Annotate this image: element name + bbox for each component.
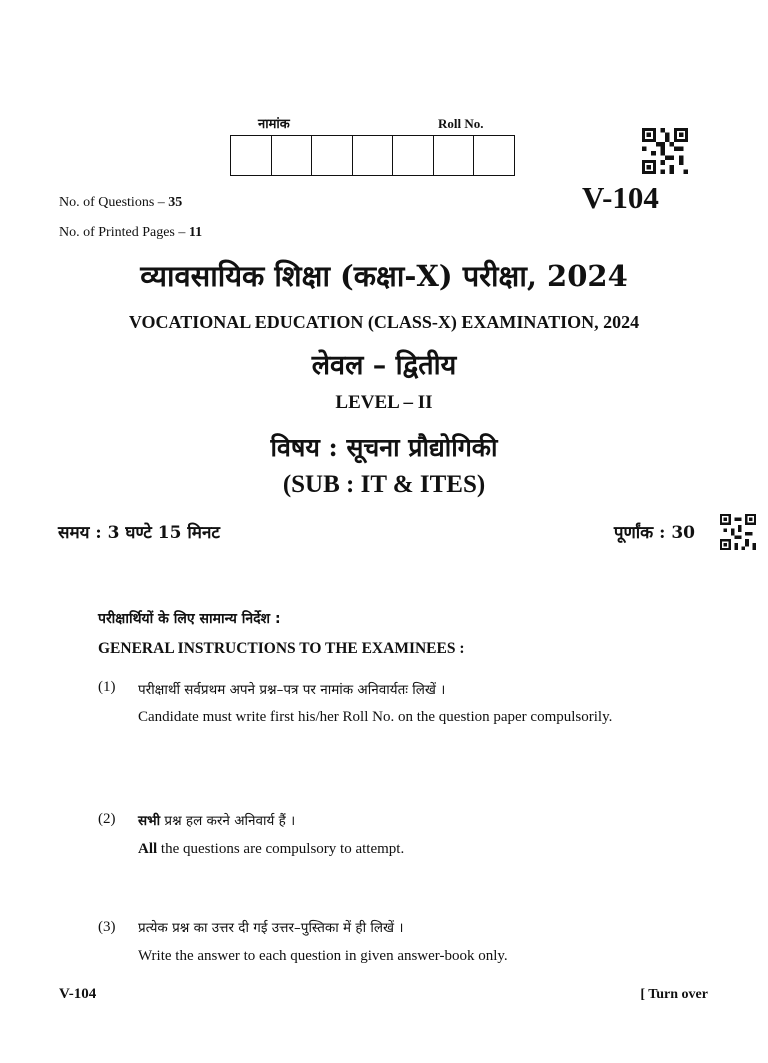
exam-title-hindi: व्यावसायिक शिक्षा (कक्षा-X) परीक्षा, 2024 <box>140 259 628 293</box>
qr-code-icon <box>642 128 688 174</box>
paper-code: V-104 <box>582 180 659 215</box>
instruction-number: (1) <box>98 679 116 695</box>
instruction-text-hindi: प्रत्येक प्रश्न का उत्तर दी गई उत्तर–पुस्तिका में ही लिखें । <box>138 920 404 936</box>
instruction-number: (2) <box>98 811 116 827</box>
footer-paper-code: V-104 <box>59 986 97 1002</box>
instruction-text: Candidate must write first his/her Roll No. on the question paper compulsorily. <box>138 709 613 725</box>
instruction-rest-hindi: प्रश्न हल करने अनिवार्य हैं । <box>160 813 296 829</box>
roll-number-box[interactable] <box>231 136 272 175</box>
instruction-text: Write the answer to each question in given answer-book only. <box>138 948 508 964</box>
roll-number-boxes[interactable] <box>230 135 515 176</box>
instructions-heading: GENERAL INSTRUCTIONS TO THE EXAMINEES : <box>98 640 465 657</box>
maximum-marks: पूर्णांक : 30 <box>613 523 695 543</box>
roll-number-label: Roll No. <box>438 116 484 131</box>
subject-hindi: विषय : सूचना प्रौद्योगिकी <box>270 433 498 462</box>
subject: (SUB : IT & ITES) <box>282 471 486 498</box>
roll-number-label-hindi: नामांक <box>258 117 290 132</box>
roll-number-box[interactable] <box>353 136 394 175</box>
roll-number-box[interactable] <box>474 136 514 175</box>
pages-value: 11 <box>188 225 203 240</box>
exam-title: VOCATIONAL EDUCATION (CLASS-X) EXAMINATION, 2024 <box>128 312 640 332</box>
number-of-pages <box>59 225 202 241</box>
instruction-text-hindi <box>138 811 295 829</box>
number-of-questions <box>59 195 182 211</box>
questions-label: No. of Questions – <box>59 195 165 210</box>
roll-number-box[interactable] <box>393 136 434 175</box>
qr-code-small-icon <box>720 514 756 550</box>
roll-number-box[interactable] <box>434 136 475 175</box>
instruction-text <box>138 837 689 862</box>
instruction-emphasis: All <box>138 841 158 857</box>
instruction-text-hindi: परीक्षार्थी सर्वप्रथम अपने प्रश्न–पत्र पर नामांक अनिवार्यतः लिखें । <box>138 682 446 698</box>
instruction-number: (3) <box>98 919 116 935</box>
level: LEVEL – II <box>335 392 433 413</box>
roll-number-box[interactable] <box>312 136 353 175</box>
level-hindi: लेवल – द्वितीय <box>311 350 457 381</box>
roll-number-box[interactable] <box>272 136 313 175</box>
instruction-rest: the questions are compulsory to attempt. <box>157 841 405 857</box>
time-allowed: समय : 3 घण्टे 15 मिनट <box>58 523 220 543</box>
instructions-heading-hindi: परीक्षार्थियों के लिए सामान्य निर्देश : <box>98 611 281 627</box>
turn-over-note: [ Turn over <box>640 987 708 1002</box>
pages-label: No. of Printed Pages – <box>59 225 186 240</box>
questions-value: 35 <box>168 195 183 210</box>
instruction-emphasis-hindi: सभी <box>138 813 161 829</box>
